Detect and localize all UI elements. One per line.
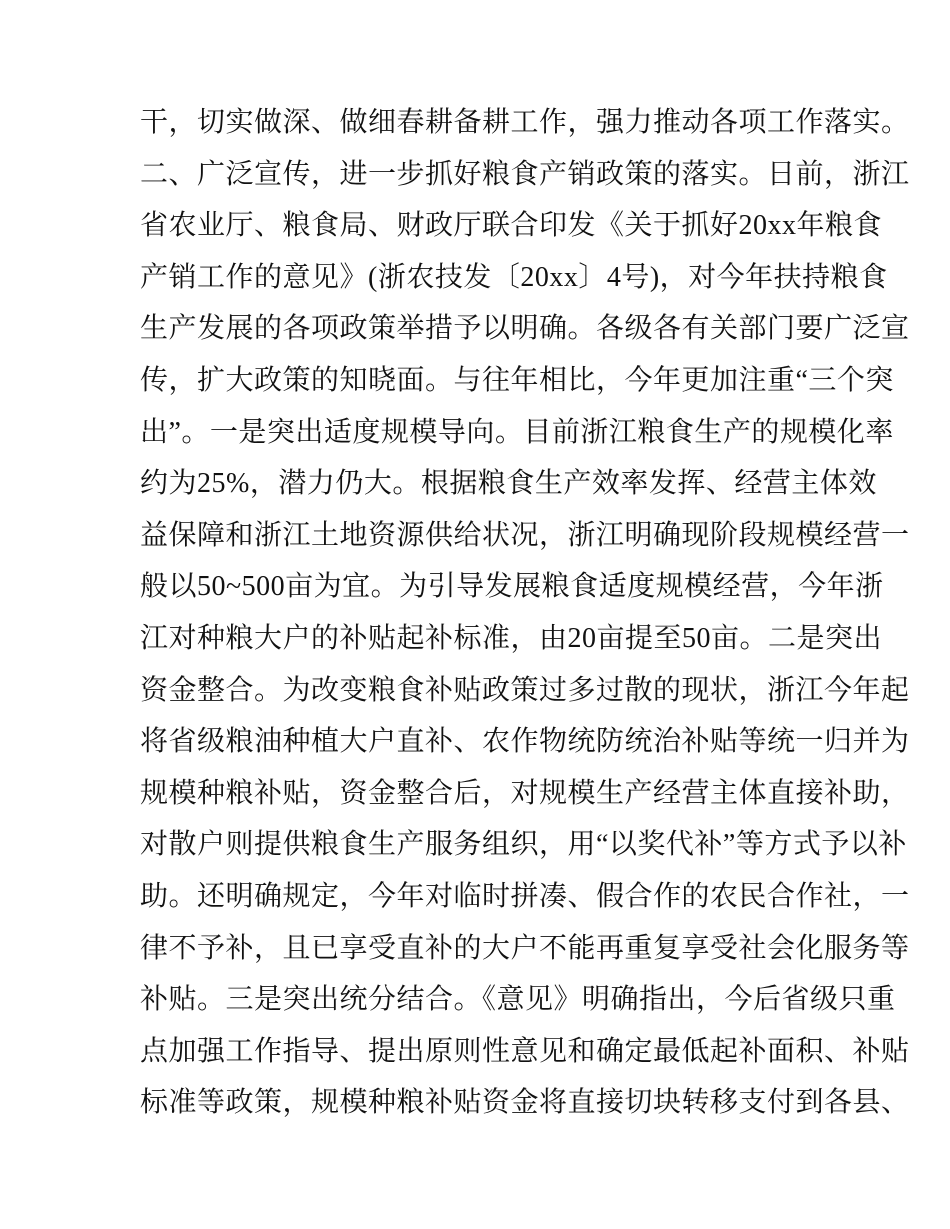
text-line: 将省级粮油种植大户直补、农作物统防统治补贴等统一归并为: [140, 726, 910, 758]
text-line: 产销工作的意见》(浙农技发〔20xx〕4号)，对今年扶持粮食: [140, 261, 888, 293]
text-line: 出”。一是突出适度规模导向。目前浙江粮食生产的规模化率: [140, 416, 894, 448]
text-line: 资金整合。为改变粮食补贴政策过多过散的现状，浙江今年起: [140, 674, 910, 706]
text-line: 益保障和浙江土地资源供给状况，浙江明确现阶段规模经营一: [140, 519, 910, 551]
text-line: 标准等政策，规模种粮补贴资金将直接切块转移支付到各县、: [140, 1087, 910, 1119]
text-line: 生产发展的各项政策举措予以明确。各级各有关部门要广泛宣: [140, 313, 910, 345]
text-line: 般以50~500亩为宜。为引导发展粮食适度规模经营，今年浙: [140, 571, 884, 603]
text-line: 省农业厅、粮食局、财政厅联合印发《关于抓好20xx年粮食: [140, 210, 883, 242]
text-line: 二、广泛宣传，进一步抓好粮食产销政策的落实。日前，浙江: [140, 158, 910, 190]
text-line: 点加强工作指导、提出原则性意见和确定最低起补面积、补贴: [140, 1035, 910, 1067]
text-line: 补贴。三是突出统分结合。《意见》明确指出，今后省级只重: [140, 984, 896, 1016]
text-line: 律不予补，且已享受直补的大户不能再重复享受社会化服务等: [140, 932, 910, 964]
paragraph-block: [140, 103, 910, 1135]
text-line: 传，扩大政策的知晓面。与往年相比，今年更加注重“三个突: [140, 364, 894, 396]
text-line: 江对种粮大户的补贴起补标准，由20亩提至50亩。二是突出: [140, 622, 883, 654]
text-line: 对散户则提供粮食生产服务组织，用“以奖代补”等方式予以补: [140, 829, 907, 861]
text-line: 约为25%，潜力仍大。根据粮食生产效率发挥、经营主体效: [140, 468, 877, 500]
text-line: 干，切实做深、做细春耕备耕工作，强力推动各项工作落实。: [140, 107, 910, 138]
text-line: 助。还明确规定，今年对临时拼凑、假合作的农民合作社，一: [140, 880, 910, 912]
text-line: 规模种粮补贴，资金整合后，对规模生产经营主体直接补助，: [140, 777, 910, 809]
